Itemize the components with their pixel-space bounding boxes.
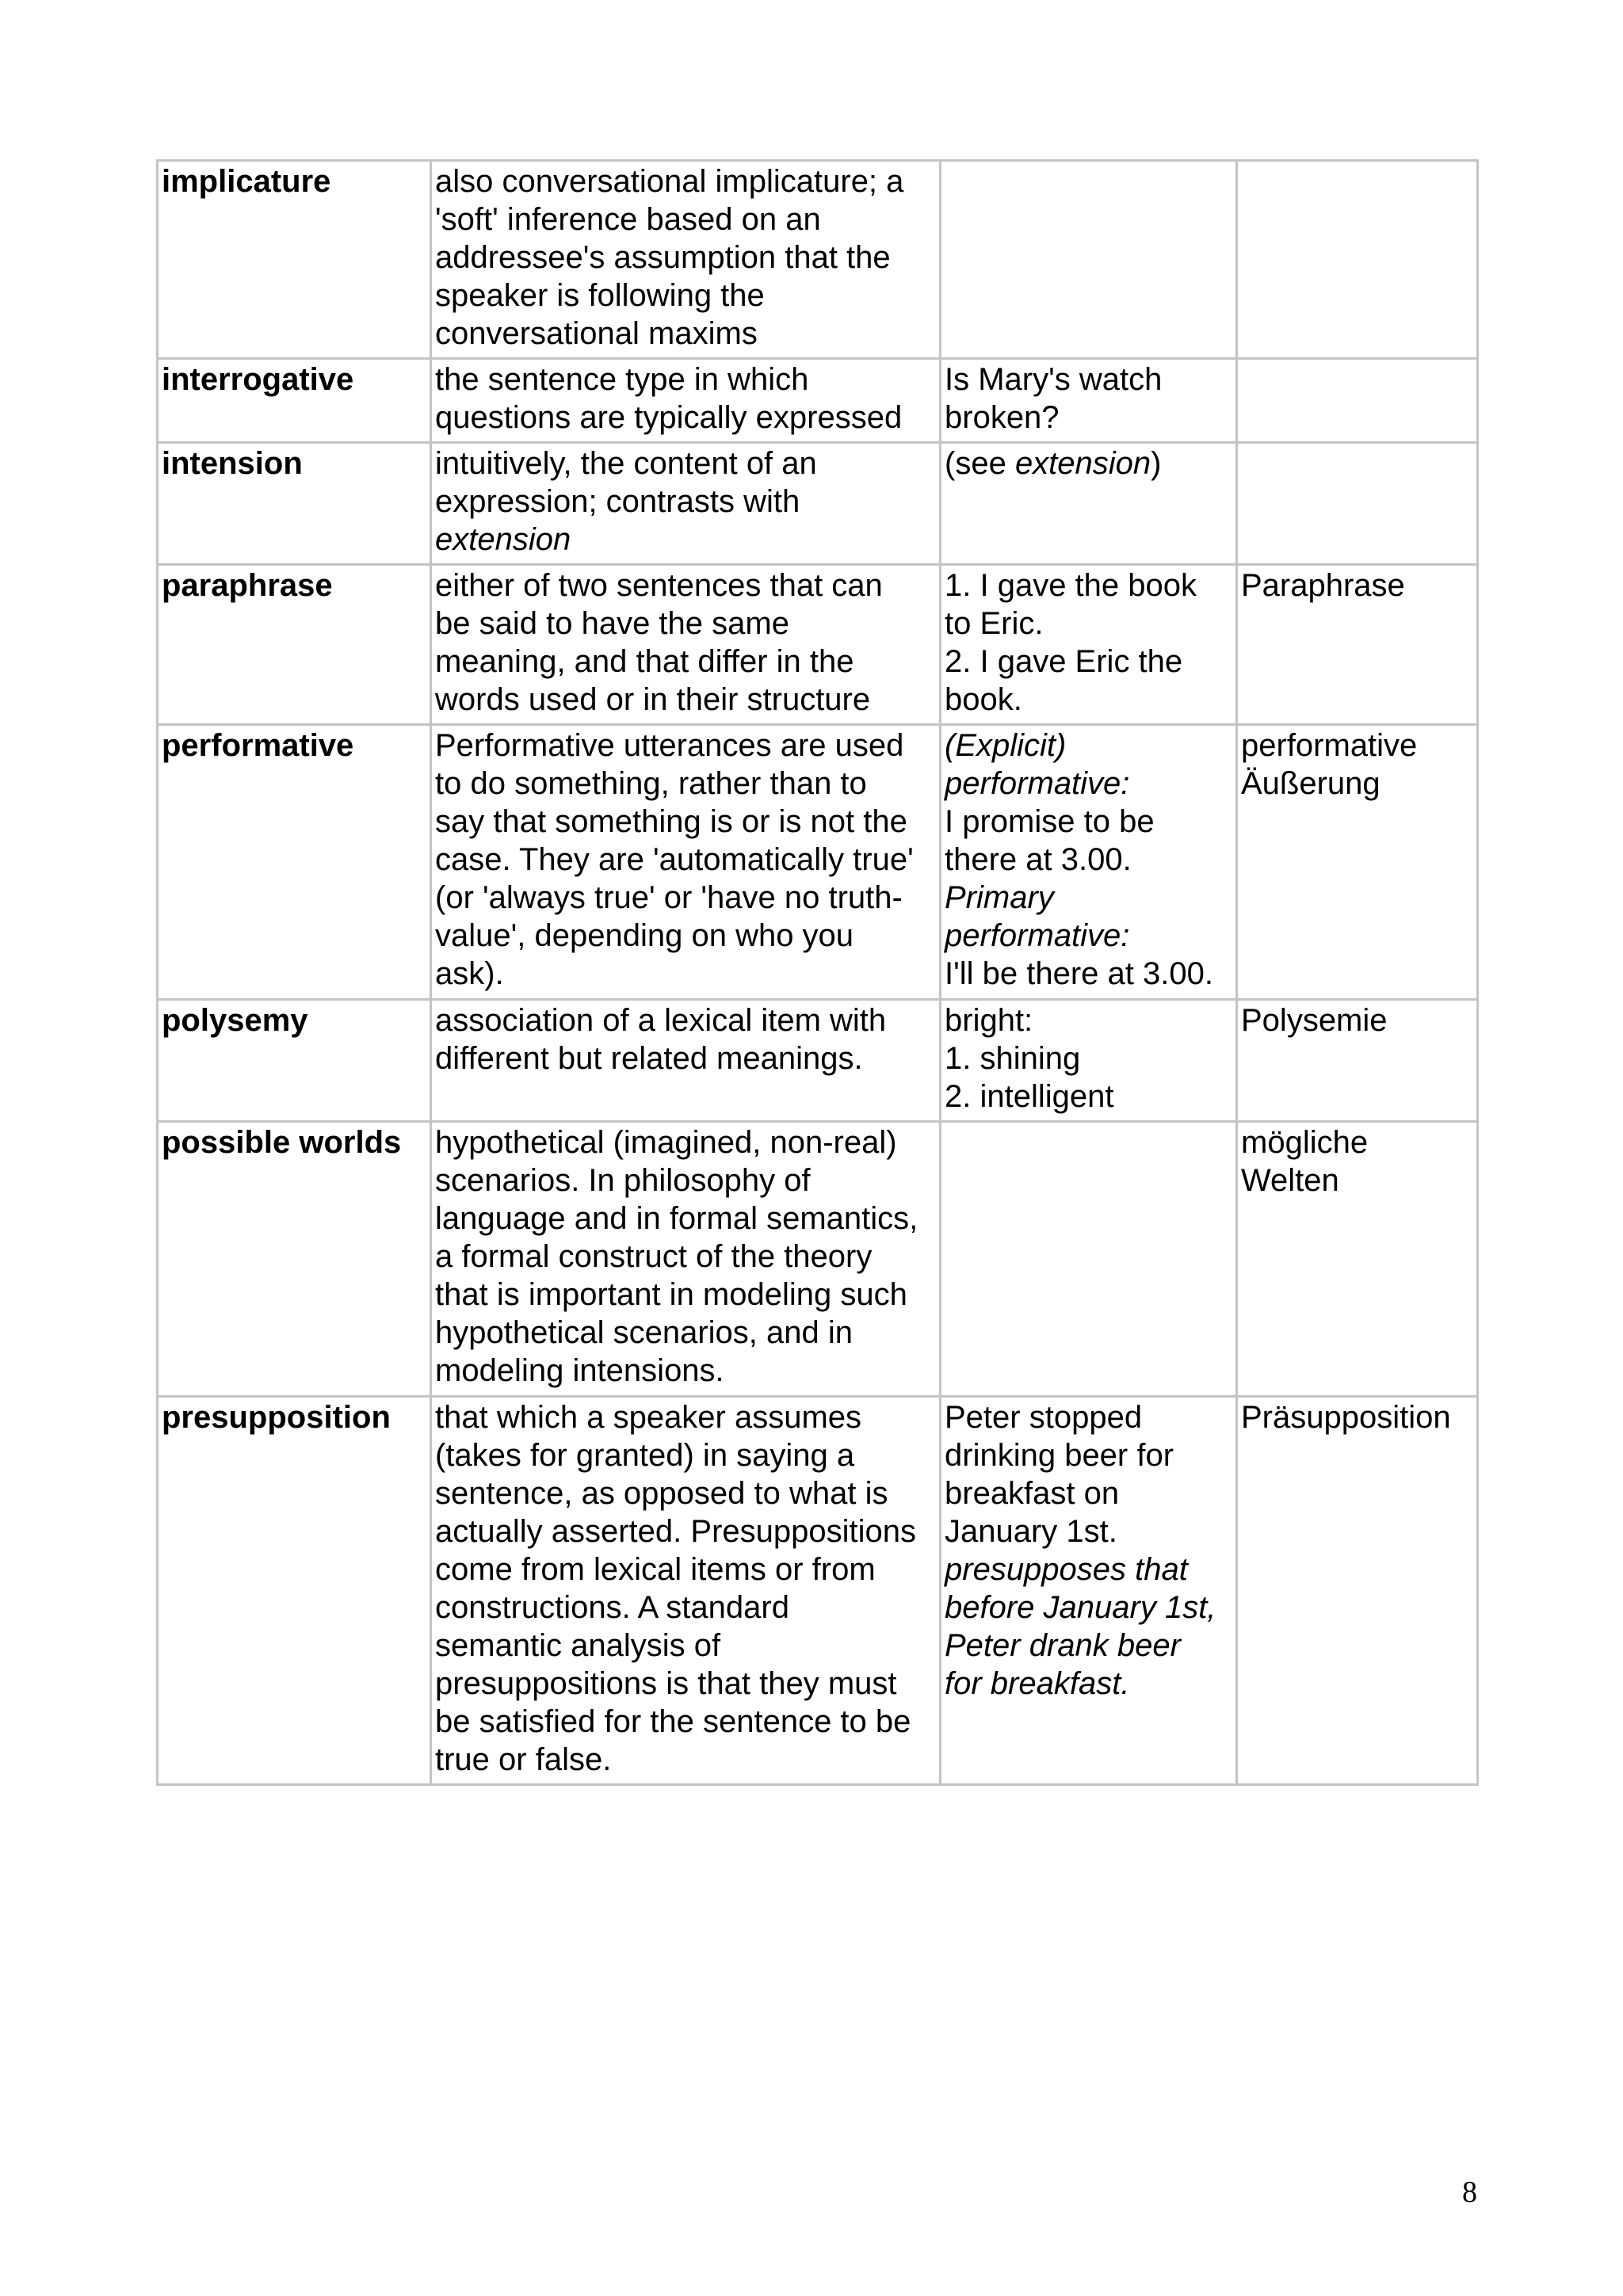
german-cell <box>1237 1000 1478 1122</box>
definition-cell <box>431 1122 941 1397</box>
table-row <box>158 725 1478 1000</box>
definition-line: case. They are 'automatically true' <box>435 842 914 877</box>
example-line: to Eric. <box>945 606 1044 641</box>
definition-cell <box>431 161 941 359</box>
definition-line: sentence, as opposed to what is <box>435 1476 888 1511</box>
glossary-table <box>156 159 1479 1786</box>
german-cell <box>1237 161 1478 359</box>
definition-cell <box>431 1000 941 1122</box>
example-line: before January 1st, <box>945 1590 1216 1625</box>
definition-line: scenarios. In philosophy of <box>435 1163 811 1198</box>
definition-line: say that something is or is not the <box>435 804 907 839</box>
definition-line: semantic analysis of <box>435 1628 721 1663</box>
german-cell <box>1237 1397 1478 1785</box>
definition-line: be said to have the same <box>435 606 789 641</box>
example-line: drinking beer for <box>945 1438 1174 1473</box>
definition-line: constructions. A standard <box>435 1590 789 1625</box>
example-line <box>945 444 1232 482</box>
german-line: Welten <box>1241 1163 1339 1198</box>
table-row <box>158 443 1478 565</box>
definition-line: be satisfied for the sentence to be <box>435 1704 911 1739</box>
example-line: January 1st. <box>945 1514 1117 1549</box>
example-line: (Explicit) <box>945 728 1067 763</box>
definition-line: hypothetical scenarios, and in <box>435 1315 853 1350</box>
example-line: Peter stopped <box>945 1400 1143 1435</box>
definition-line: modeling intensions. <box>435 1353 724 1388</box>
example-cell <box>941 1000 1237 1122</box>
example-fragment: (see <box>945 446 1015 481</box>
glossary-body <box>158 161 1478 1785</box>
example-cell <box>941 725 1237 1000</box>
definition-line: either of two sentences that can <box>435 568 883 603</box>
table-row <box>158 1122 1478 1397</box>
definition-line: ask). <box>435 956 504 991</box>
german-line: Äußerung <box>1241 766 1381 801</box>
term-cell: paraphrase <box>158 565 431 725</box>
example-line: 1. shining <box>945 1041 1081 1076</box>
german-cell <box>1237 565 1478 725</box>
definition-line: a formal construct of the theory <box>435 1239 873 1274</box>
term-cell: performative <box>158 725 431 1000</box>
example-line: breakfast on <box>945 1476 1120 1511</box>
definition-line: expression; contrasts with <box>435 484 800 519</box>
definition-line: value', depending on who you <box>435 918 854 953</box>
term-cell: intension <box>158 443 431 565</box>
example-line: for breakfast. <box>945 1666 1130 1701</box>
definition-cell <box>431 443 941 565</box>
term-cell: interrogative <box>158 359 431 443</box>
definition-line: questions are typically expressed <box>435 400 903 435</box>
definition-line: extension <box>435 522 571 557</box>
definition-cell <box>431 565 941 725</box>
definition-line: that which a speaker assumes <box>435 1400 862 1435</box>
german-line: performative <box>1241 728 1418 763</box>
example-fragment: extension <box>1014 446 1151 481</box>
example-line: Is Mary's watch <box>945 362 1163 397</box>
german-cell <box>1237 725 1478 1000</box>
definition-line: language and in formal semantics, <box>435 1201 918 1236</box>
definition-line: that is important in modeling such <box>435 1277 907 1312</box>
definition-line: also conversational implicature; a <box>435 164 904 199</box>
example-cell <box>941 1122 1237 1397</box>
example-line: I'll be there at 3.00. <box>945 956 1213 991</box>
definition-line: conversational maxims <box>435 316 758 351</box>
definition-line: to do something, rather than to <box>435 766 867 801</box>
definition-line: intuitively, the content of an <box>435 446 817 481</box>
german-cell <box>1237 1122 1478 1397</box>
table-row <box>158 565 1478 725</box>
definition-line: different but related meanings. <box>435 1041 863 1076</box>
term-cell: possible worlds <box>158 1122 431 1397</box>
example-cell <box>941 565 1237 725</box>
example-line: performative: <box>945 766 1130 801</box>
definition-line: presuppositions is that they must <box>435 1666 897 1701</box>
page-number: 8 <box>1462 2176 1477 2209</box>
table-row <box>158 161 1478 359</box>
example-line: Primary <box>945 880 1054 915</box>
german-line: Paraphrase <box>1241 568 1405 603</box>
example-line: 2. intelligent <box>945 1079 1114 1114</box>
definition-line: association of a lexical item with <box>435 1003 887 1038</box>
example-line: bright: <box>945 1003 1033 1038</box>
definition-cell <box>431 1397 941 1785</box>
definition-line: hypothetical (imagined, non-real) <box>435 1125 897 1160</box>
german-cell <box>1237 359 1478 443</box>
table-row <box>158 359 1478 443</box>
example-line: I promise to be <box>945 804 1155 839</box>
definition-line: (takes for granted) in saying a <box>435 1438 855 1473</box>
definition-cell <box>431 725 941 1000</box>
example-line: 2. I gave Eric the <box>945 644 1183 679</box>
german-cell <box>1237 443 1478 565</box>
definition-line: speaker is following the <box>435 278 765 313</box>
table-row <box>158 1000 1478 1122</box>
example-cell <box>941 1397 1237 1785</box>
german-line: Polysemie <box>1241 1003 1388 1038</box>
example-line: broken? <box>945 400 1060 435</box>
german-line: Präsupposition <box>1241 1400 1451 1435</box>
example-line: performative: <box>945 918 1130 953</box>
term-cell: presupposition <box>158 1397 431 1785</box>
definition-line: true or false. <box>435 1742 612 1777</box>
term-cell: polysemy <box>158 1000 431 1122</box>
definition-line: actually asserted. Presuppositions <box>435 1514 916 1549</box>
definition-cell <box>431 359 941 443</box>
definition-line: Performative utterances are used <box>435 728 904 763</box>
example-line: Peter drank beer <box>945 1628 1181 1663</box>
example-line: 1. I gave the book <box>945 568 1197 603</box>
definition-line: the sentence type in which <box>435 362 809 397</box>
example-cell <box>941 443 1237 565</box>
example-cell <box>941 161 1237 359</box>
definition-line: (or 'always true' or 'have no truth- <box>435 880 903 915</box>
table-row <box>158 1397 1478 1785</box>
example-line: presupposes that <box>945 1552 1188 1587</box>
definition-line: words used or in their structure <box>435 682 871 717</box>
term-cell: implicature <box>158 161 431 359</box>
definition-line: come from lexical items or from <box>435 1552 876 1587</box>
definition-line: addressee's assumption that the <box>435 240 891 275</box>
example-cell <box>941 359 1237 443</box>
example-line: book. <box>945 682 1022 717</box>
example-line: there at 3.00. <box>945 842 1132 877</box>
example-fragment: ) <box>1151 446 1162 481</box>
german-line: mögliche <box>1241 1125 1369 1160</box>
definition-line: meaning, and that differ in the <box>435 644 854 679</box>
definition-line: 'soft' inference based on an <box>435 202 821 237</box>
